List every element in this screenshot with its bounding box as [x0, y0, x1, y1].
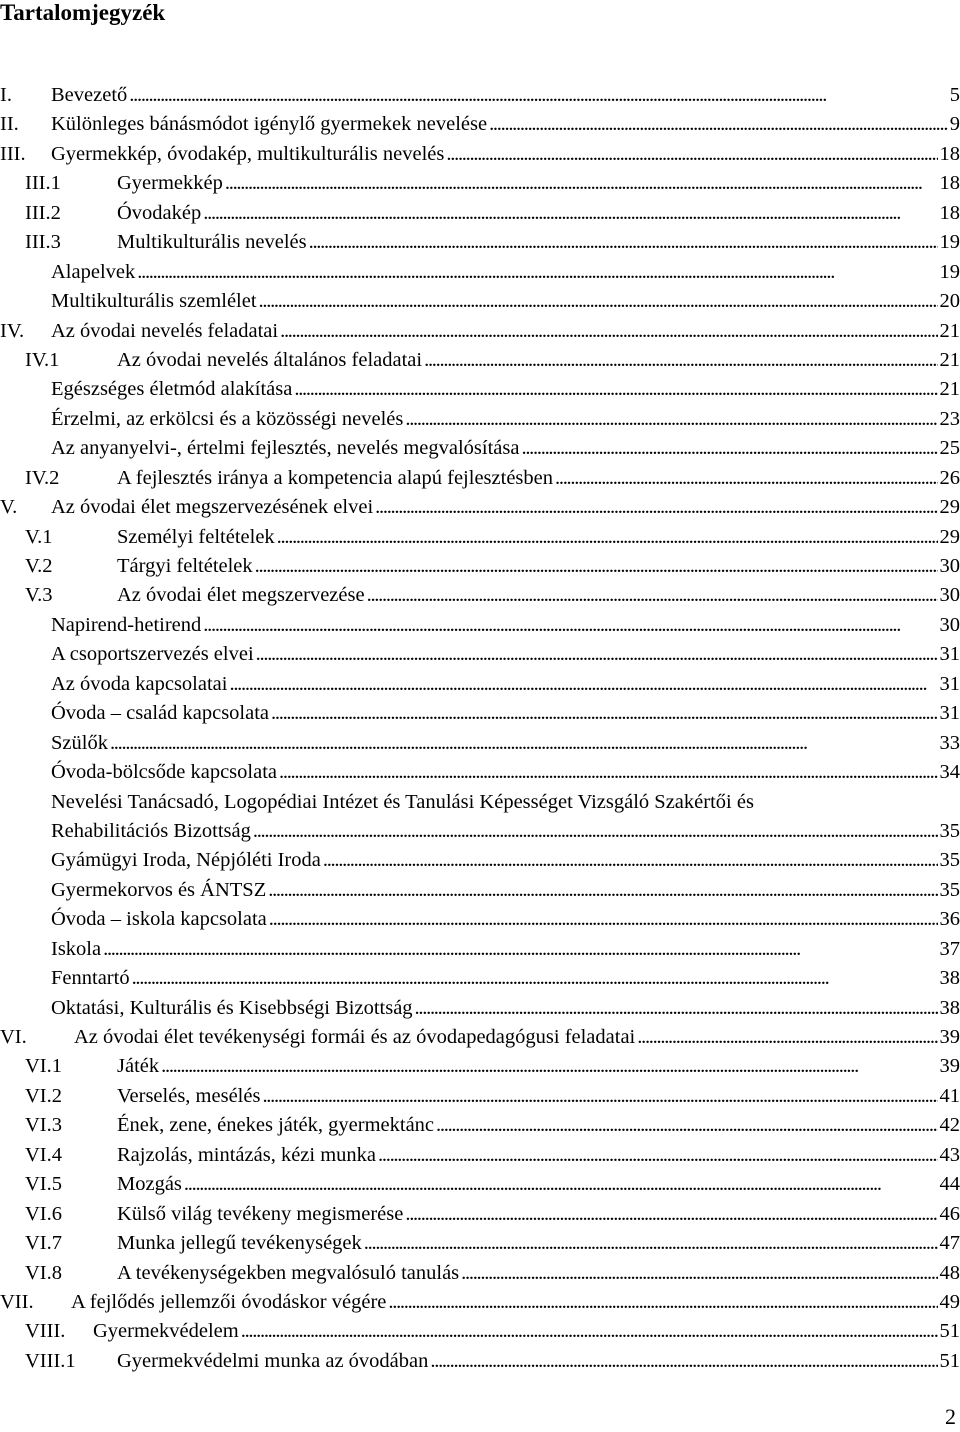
toc-entry-title: Az óvodai élet megszervezésének elvei [51, 496, 374, 519]
toc-entry-title: A csoportszervezés elvei [51, 643, 254, 666]
toc-entry-page: 51 [939, 1349, 960, 1372]
toc-entry[interactable] [0, 1052, 960, 1081]
toc-entry[interactable] [0, 258, 960, 287]
toc-dot-leader [225, 169, 938, 198]
toc-entry[interactable] [0, 670, 960, 699]
toc-entry[interactable] [0, 1023, 960, 1052]
toc-dot-leader [103, 935, 937, 964]
toc-dot-leader [415, 994, 938, 1023]
toc-entry-number: IV.2 [25, 466, 60, 489]
toc-dot-leader [555, 464, 938, 493]
toc-dot-leader [229, 670, 937, 699]
toc-dot-leader [241, 1317, 938, 1346]
toc-dot-leader [461, 1259, 937, 1288]
toc-dot-leader [424, 346, 937, 375]
toc-entry-title: Alapelvek [51, 260, 136, 283]
toc-entry-page: 43 [939, 1143, 960, 1166]
toc-entry-title: Egészséges életmód alakítása [51, 378, 293, 401]
toc-entry[interactable] [0, 1229, 960, 1258]
toc-entry-title: Bevezető [51, 84, 128, 106]
toc-dot-leader [388, 1288, 937, 1317]
toc-entry[interactable] [0, 699, 960, 728]
toc-entry[interactable] [0, 788, 960, 817]
toc-entry-title: Óvoda-bölcsőde kapcsolata [51, 761, 277, 784]
toc-dot-leader [203, 611, 937, 640]
toc-entry-title: Személyi feltételek [117, 525, 275, 548]
toc-entry-number: V. [0, 496, 18, 519]
toc-entry-title: Munka jellegű tevékenységek [117, 1232, 362, 1255]
toc-entry-title: A fejlődés jellemzői óvodáskor végére [71, 1290, 387, 1313]
toc-entry-page: 38 [939, 967, 960, 990]
toc-entry[interactable] [0, 935, 960, 964]
toc-entry[interactable] [0, 729, 960, 758]
toc-entry-page: 49 [939, 1290, 960, 1313]
toc-entry[interactable] [0, 375, 960, 404]
toc-entry-title: Az óvodai élet tevékenységi formái és az óvodapedagógusi feladatai [74, 1026, 636, 1048]
toc-entry[interactable] [0, 228, 960, 257]
toc-entry[interactable] [0, 1288, 960, 1317]
toc-entry-page: 33 [939, 731, 960, 754]
toc-entry-page: 35 [939, 819, 960, 842]
toc-entry[interactable] [0, 1082, 960, 1111]
toc-dot-leader [262, 1082, 937, 1111]
toc-entry-page: 21 [939, 348, 960, 371]
toc-entry-title: A fejlesztés iránya a kompetencia alapú fejlesztésben [117, 466, 553, 489]
toc-entry-page: 29 [939, 496, 960, 519]
toc-entry-number: VI.6 [25, 1202, 63, 1225]
toc-entry[interactable] [0, 317, 960, 346]
toc-entry[interactable] [0, 523, 960, 552]
toc-entry-page: 37 [939, 937, 960, 960]
toc-dot-leader [405, 1200, 937, 1229]
toc-entry[interactable] [0, 434, 960, 463]
toc-entry-title: Fenntartó [51, 967, 130, 990]
toc-entry-title: Gyermekkép, óvodakép, multikulturális nevelés [51, 142, 445, 165]
toc-entry-number: III. [0, 142, 26, 165]
toc-dot-leader [367, 581, 938, 610]
toc-dot-leader [405, 405, 937, 434]
page-number: 2 [945, 1404, 956, 1429]
toc-dot-leader [489, 110, 948, 139]
toc-entry-page: 25 [939, 437, 960, 460]
toc-entry-title: Külső világ tevékeny megismerése [117, 1202, 404, 1225]
toc-entry[interactable] [0, 1170, 960, 1199]
toc-dot-leader [378, 1141, 937, 1170]
toc-entry-number: VIII. [25, 1320, 66, 1343]
toc-entry-title: Multikulturális szemlélet [51, 290, 257, 313]
toc-entry[interactable] [0, 905, 960, 934]
toc-entry[interactable] [0, 81, 960, 110]
toc-entry-title: Óvodakép [117, 201, 202, 224]
toc-entry-number: VI.8 [25, 1261, 63, 1284]
toc-dot-leader [375, 493, 937, 522]
toc-entry[interactable] [0, 552, 960, 581]
toc-entry-title: Az anyanyelvi-, értelmi fejlesztés, nevelés megvalósítása [51, 437, 520, 460]
toc-entry-number: VIII.1 [25, 1349, 76, 1372]
toc-entry-page: 23 [939, 407, 960, 430]
toc-entry-title: Játék [117, 1055, 160, 1078]
toc-entry-title: Gyermekorvos és ÁNTSZ [51, 878, 267, 901]
toc-entry-number: IV. [0, 319, 25, 342]
toc-entry-title: Oktatási, Kulturális és Kisebbségi Bizottság [51, 996, 413, 1019]
toc-dot-leader [184, 1170, 938, 1199]
toc-entry[interactable] [0, 110, 960, 139]
toc-entry-title: Ének, zene, énekes játék, gyermektánc [117, 1114, 435, 1137]
toc-entry-title: Nevelési Tanácsadó, Logopédiai Intézet és Tanulási Képességet Vizsgáló Szakértői és [51, 790, 754, 813]
toc-entry-title: Rajzolás, mintázás, kézi munka [117, 1143, 377, 1166]
toc-entry-title: A tevékenységekben megvalósuló tanulás [117, 1261, 460, 1284]
toc-entry-page: 29 [939, 525, 960, 548]
toc-entry-page: 26 [939, 466, 960, 489]
toc-entry-page: 30 [939, 555, 960, 577]
toc-entry[interactable] [0, 287, 960, 316]
toc-entry-number: VI.7 [25, 1232, 63, 1255]
toc-entry[interactable] [0, 140, 960, 169]
toc-entry-number: IV.1 [25, 348, 60, 371]
toc-entry[interactable] [0, 405, 960, 434]
toc-entry-number: VI.5 [25, 1173, 63, 1196]
toc-entry-page: 9 [949, 113, 960, 136]
toc-entry[interactable] [0, 464, 960, 493]
toc-entry-page: 48 [939, 1261, 960, 1284]
toc-dot-leader [521, 434, 937, 463]
toc-dot-leader [256, 640, 938, 669]
toc-entry[interactable] [0, 758, 960, 787]
toc-entry-number: VI. [0, 1026, 27, 1048]
toc-dot-leader [161, 1052, 937, 1081]
toc-entry-page: 39 [939, 1055, 960, 1078]
toc-dot-leader [268, 876, 937, 905]
toc-dot-leader [637, 1023, 937, 1052]
toc-entry-page: 36 [939, 908, 960, 931]
toc-entry-title: Gyermekvédelmi munka az óvodában [117, 1349, 429, 1372]
toc-entry[interactable] [0, 493, 960, 522]
toc-dot-leader [137, 258, 937, 287]
toc-dot-leader [259, 287, 938, 316]
toc-entry-number: VI.2 [25, 1084, 63, 1107]
toc-dot-leader [436, 1111, 937, 1140]
toc-entry-page: 18 [939, 201, 960, 224]
toc-entry[interactable] [0, 1347, 960, 1376]
toc-entry-number: V.2 [25, 555, 53, 577]
toc-entry-title: Óvoda – család kapcsolata [51, 702, 270, 725]
toc-entry-title: Érzelmi, az erkölcsi és a közösségi nevelés [51, 407, 404, 430]
toc-dot-leader [110, 729, 938, 758]
toc-dot-leader [279, 758, 938, 787]
toc-entry-title: Szülők [51, 731, 108, 754]
toc-entry-number: VI.1 [25, 1055, 63, 1078]
toc-entry-page: 31 [939, 643, 960, 666]
toc-dot-leader [277, 523, 938, 552]
toc-entry-number: I. [0, 84, 12, 106]
toc-dot-leader [323, 846, 938, 875]
toc-entry-number: V.1 [25, 525, 53, 548]
toc-entry[interactable] [0, 346, 960, 375]
toc-dot-leader [269, 905, 938, 934]
toc-dot-leader [294, 375, 937, 404]
toc-entry-title: Az óvoda kapcsolatai [51, 672, 228, 695]
toc-entry-page: 5 [949, 84, 960, 106]
toc-entry[interactable] [0, 817, 960, 846]
toc-entry-title: Mozgás [117, 1173, 182, 1196]
toc-entry-page: 18 [939, 172, 960, 195]
toc-dot-leader [253, 817, 938, 846]
document-title: Tartalomjegyzék [0, 0, 166, 25]
toc-entry[interactable] [0, 846, 960, 875]
toc-entry[interactable] [0, 994, 960, 1023]
toc-entry-page: 19 [939, 231, 960, 254]
toc-entry-number: III.2 [25, 201, 61, 224]
toc-entry-number: II. [0, 113, 19, 136]
toc-entry-page: 20 [939, 290, 960, 313]
toc-entry-page: 42 [939, 1114, 960, 1137]
toc-entry-page: 34 [939, 761, 960, 784]
toc-entry-page: 41 [939, 1084, 960, 1107]
toc-entry-title: Az óvodai élet megszervezése [117, 584, 365, 607]
toc-dot-leader [255, 552, 938, 581]
toc-entry-number: VI.3 [25, 1114, 63, 1137]
toc-dot-leader [203, 199, 937, 228]
toc-entry[interactable] [0, 581, 960, 610]
toc-entry-title: Tárgyi feltételek [117, 555, 253, 577]
toc-entry-title: Az óvodai nevelés feladatai [51, 319, 279, 342]
toc-entry-number: V.3 [25, 584, 53, 607]
toc-entry-page: 39 [939, 1026, 960, 1048]
toc-entry[interactable] [0, 1200, 960, 1229]
toc-entry-title: Gyermekvédelem [93, 1320, 239, 1343]
toc-dot-leader [430, 1347, 937, 1376]
toc-dot-leader [132, 964, 938, 993]
table-of-contents [0, 81, 960, 1376]
toc-dot-leader [280, 317, 937, 346]
toc-dot-leader [446, 140, 937, 169]
toc-entry-number: VII. [0, 1290, 34, 1313]
toc-entry[interactable] [0, 199, 960, 228]
toc-entry-page: 47 [939, 1232, 960, 1255]
toc-entry-title: Óvoda – iskola kapcsolata [51, 908, 267, 931]
toc-entry-title: Iskola [51, 937, 102, 960]
toc-entry-page: 38 [939, 996, 960, 1019]
toc-entry-page: 18 [939, 142, 960, 165]
toc-entry-title: Az óvodai nevelés általános feladatai [117, 348, 423, 371]
toc-entry-title: Különleges bánásmódot igénylő gyermekek nevelése [51, 113, 488, 136]
toc-entry-title: Gyermekkép [117, 172, 223, 195]
toc-entry-page: 19 [939, 260, 960, 283]
toc-entry-title: Gyámügyi Iroda, Népjóléti Iroda [51, 849, 321, 872]
toc-entry-page: 46 [939, 1202, 960, 1225]
toc-entry[interactable] [0, 611, 960, 640]
toc-entry-page: 31 [939, 672, 960, 695]
toc-entry[interactable] [0, 964, 960, 993]
toc-entry-title: Napirend-hetirend [51, 613, 202, 636]
toc-entry[interactable] [0, 1141, 960, 1170]
toc-entry-page: 44 [939, 1173, 960, 1196]
toc-entry-page: 31 [939, 702, 960, 725]
toc-entry-page: 21 [939, 319, 960, 342]
toc-entry-title: Multikulturális nevelés [117, 231, 307, 254]
toc-dot-leader [364, 1229, 938, 1258]
toc-entry-page: 30 [939, 584, 960, 607]
toc-entry[interactable] [0, 1111, 960, 1140]
toc-dot-leader [271, 699, 937, 728]
toc-entry-number: III.1 [25, 172, 61, 195]
toc-dot-leader [129, 81, 947, 110]
toc-entry-page: 21 [939, 378, 960, 401]
toc-entry[interactable] [0, 1317, 960, 1346]
toc-entry-page: 30 [939, 613, 960, 636]
toc-entry-page: 35 [939, 849, 960, 872]
toc-entry[interactable] [0, 1259, 960, 1288]
toc-entry-number: III.3 [25, 231, 61, 254]
toc-entry-number: VI.4 [25, 1143, 63, 1166]
toc-entry[interactable] [0, 640, 960, 669]
toc-entry[interactable] [0, 876, 960, 905]
toc-entry-title: Rehabilitációs Bizottság [51, 819, 251, 842]
toc-entry-page: 35 [939, 878, 960, 901]
toc-entry-title: Verselés, mesélés [117, 1084, 261, 1107]
toc-dot-leader [309, 228, 938, 257]
toc-entry-page: 51 [939, 1320, 960, 1343]
toc-entry[interactable] [0, 169, 960, 198]
